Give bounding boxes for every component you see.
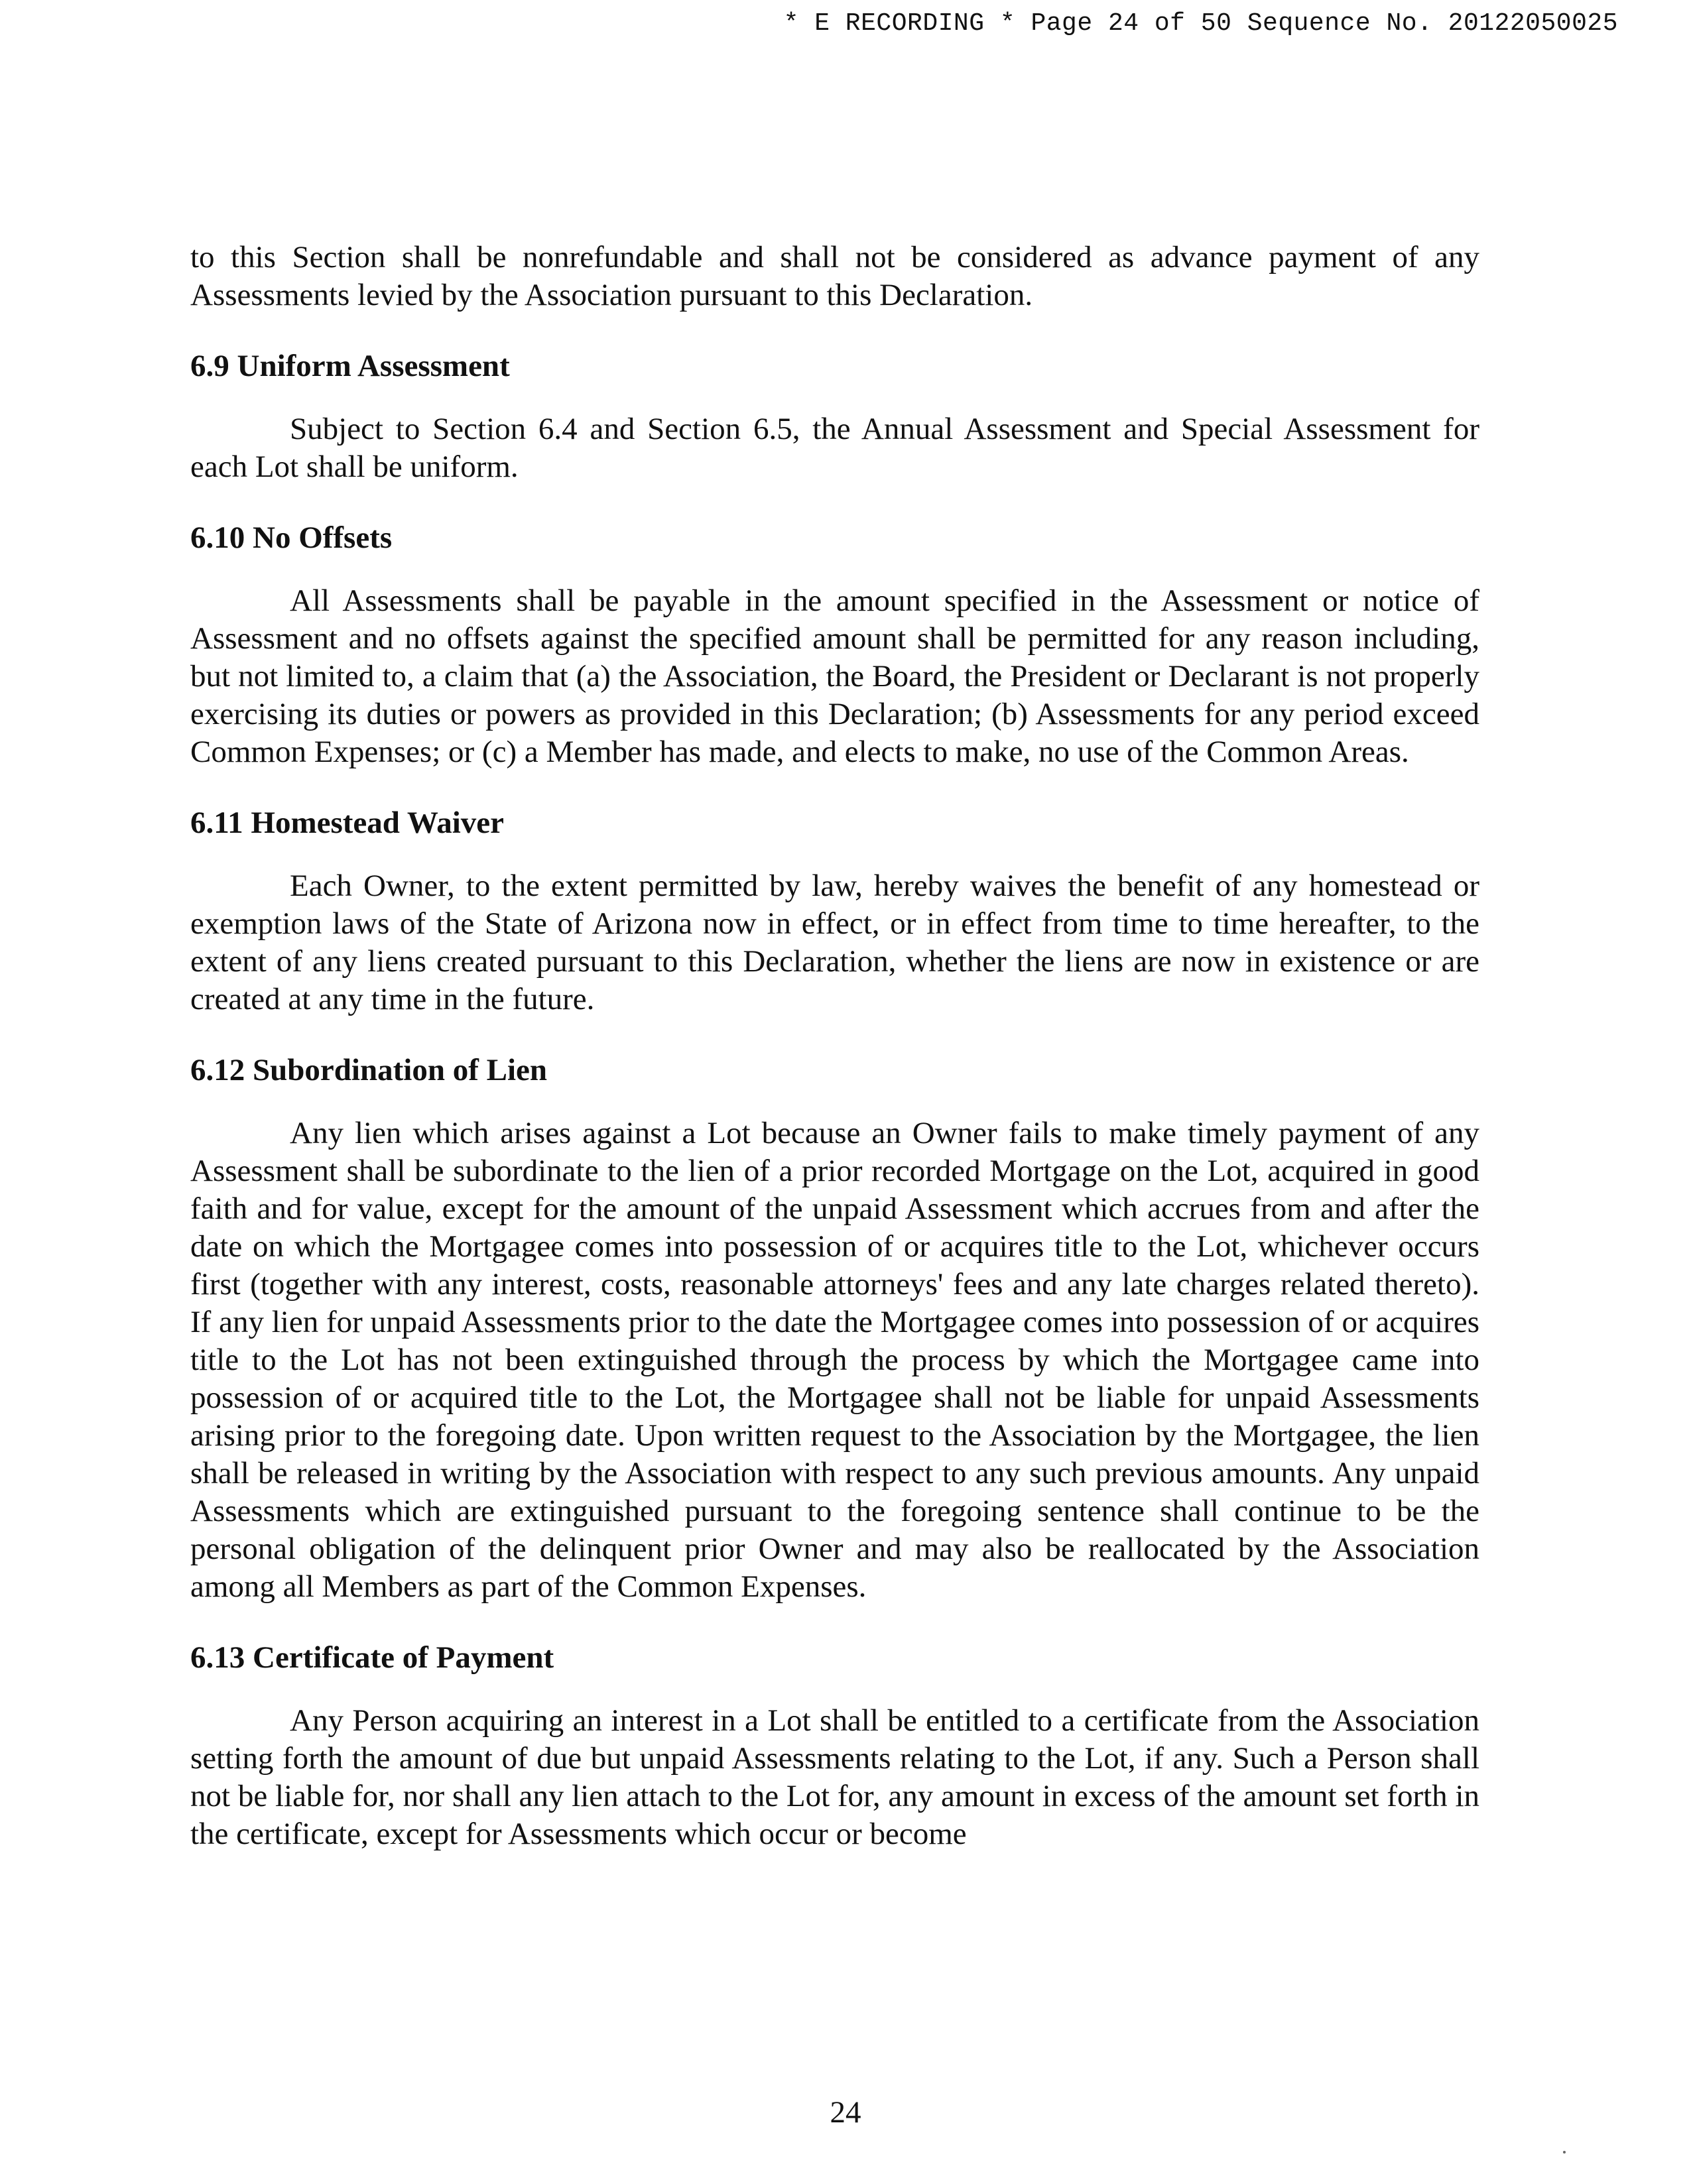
- section-heading-6-13: 6.13 Certificate of Payment: [190, 1640, 554, 1675]
- page-number: 24: [830, 2095, 861, 2130]
- recording-stamp-header: * E RECORDING * Page 24 of 50 Sequence No. 20122050025: [783, 9, 1618, 38]
- section-heading-6-9: 6.9 Uniform Assessment: [190, 349, 510, 383]
- section-body-6-13: Any Person acquiring an interest in a Lot shall be entitled to a certificate from the Association setting forth the amount of due but unpaid Assessments relating to the Lot, if any. Such a Person shall not be liable for, nor shall any lien attach to the Lot for, any amount in excess of the amount set forth in the certificate, except for Assessments which occur or become: [190, 1703, 1479, 1851]
- continuation-paragraph: to this Section shall be nonrefundable and shall not be considered as advance payment of any Assessments levied by the Association pursuant to this Declaration.: [190, 240, 1479, 312]
- document-body: [190, 239, 1479, 1853]
- section-heading-6-11: 6.11 Homestead Waiver: [190, 806, 505, 840]
- section-body-6-12: Any lien which arises against a Lot because an Owner fails to make timely payment of any Assessment shall be subordinate to the lien of a prior recorded Mortgage on the Lot, acquired in good faith and for value, except for the amount of the unpaid Assessment which accrues from and after the date on which the Mortgagee comes into possession of or acquires title to the Lot, whichever occurs first (together with any interest, costs, reasonable attorneys' fees and any late charges related thereto). If any lien for unpaid Assessments prior to the date the Mortgagee comes into possession of or acquires title to the Lot has not been extinguished through the process by which the Mortgagee came into possession of or acquired title to the Lot, the Mortgagee shall not be liable for unpaid Assessments arising prior to the foregoing date. Upon written request to the Association by the Mortgagee, the lien shall be released in writing by the Association with respect to any such previous amounts. Any unpaid Assessments which are extinguished pursuant to the foregoing sentence shall continue to be the personal obligation of the delinquent prior Owner and may also be reallocated by the Association among all Members as part of the Common Expenses.: [190, 1116, 1479, 1604]
- scan-speck: [1563, 2151, 1566, 2154]
- section-body-6-9: Subject to Section 6.4 and Section 6.5, the Annual Assessment and Special Assessment for each Lot shall be uniform.: [190, 412, 1479, 484]
- section-body-6-10: All Assessments shall be payable in the amount specified in the Assessment or notice of Assessment and no offsets against the specified amount shall be permitted for any reason including, but not limited to, a claim that (a) the Association, the Board, the President or Declarant is not properly exercising its duties or powers as provided in this Declaration; (b) Assessments for any period exceed Common Expenses; or (c) a Member has made, and elects to make, no use of the Common Areas.: [190, 583, 1479, 769]
- section-heading-6-10: 6.10 No Offsets: [190, 520, 393, 555]
- section-heading-6-12: 6.12 Subordination of Lien: [190, 1053, 548, 1087]
- section-body-6-11: Each Owner, to the extent permitted by law, hereby waives the benefit of any homestead or exemption laws of the State of Arizona now in effect, or in effect from time to time hereafter, to the extent of any liens created pursuant to this Declaration, whether the liens are now in existence or are created at any time in the future.: [190, 869, 1479, 1016]
